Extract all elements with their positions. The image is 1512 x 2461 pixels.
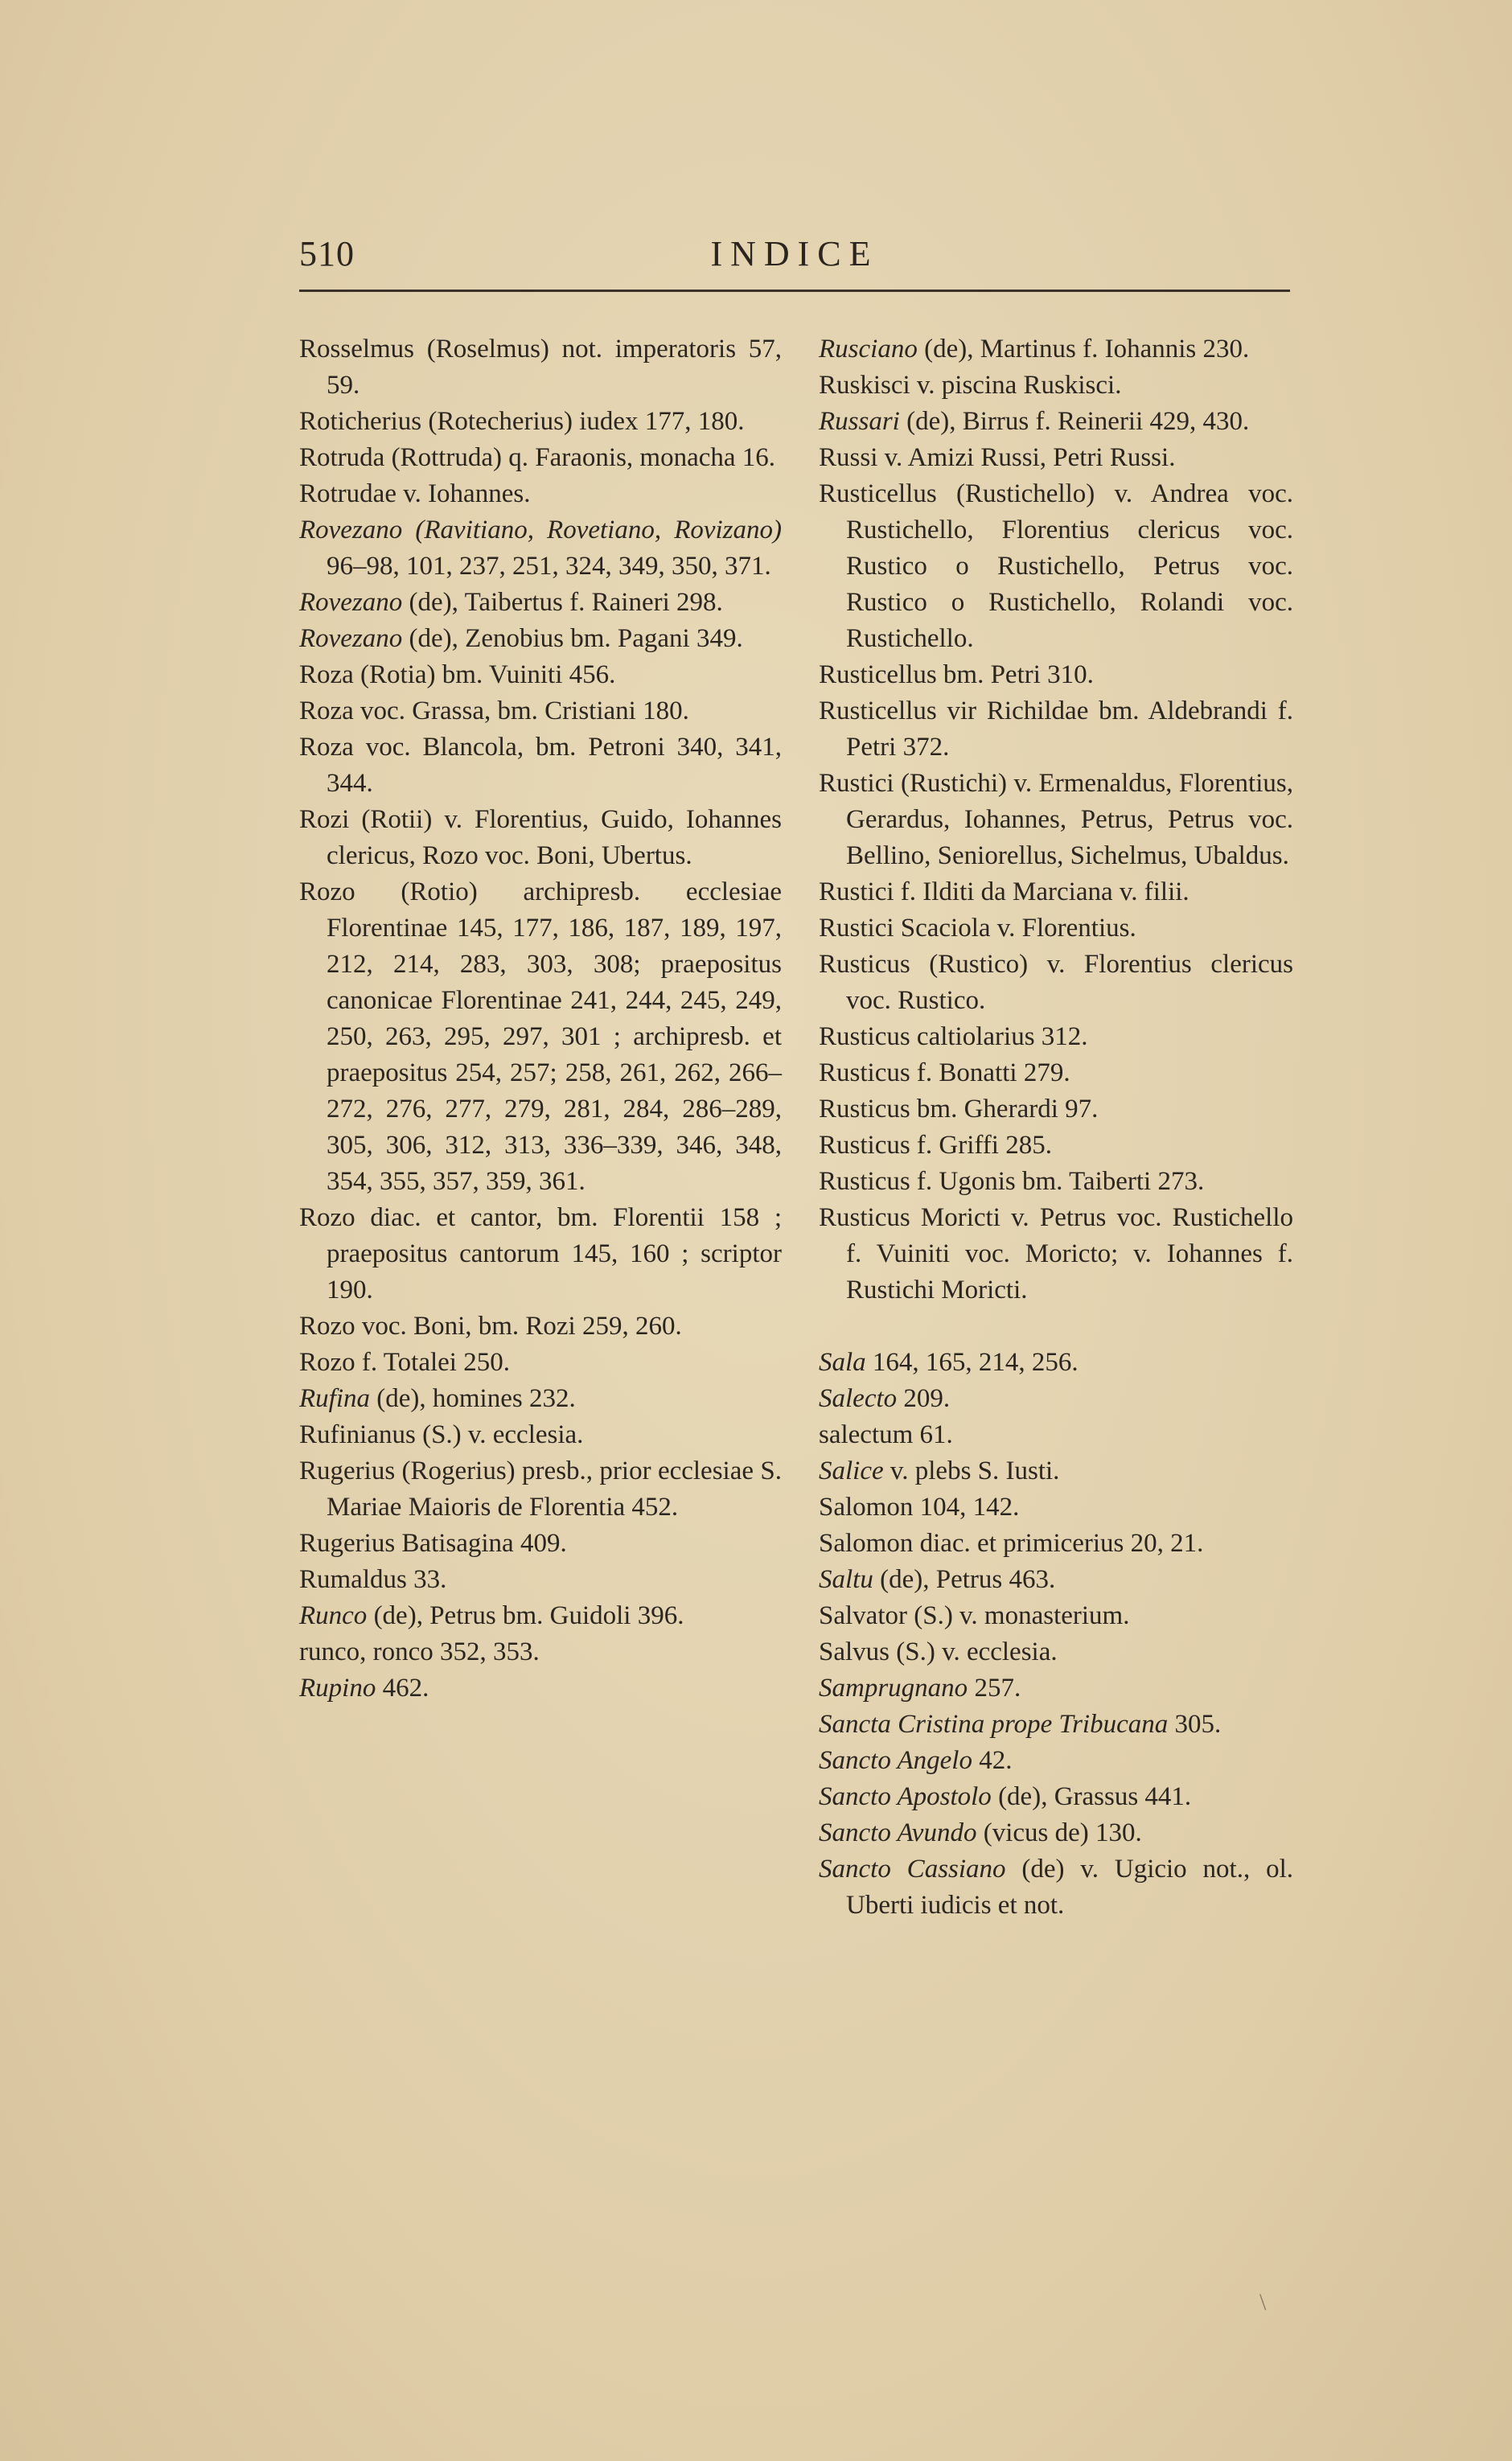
index-entry	[299, 331, 782, 404]
index-entry	[299, 621, 782, 657]
entry-place-name: Saltu	[819, 1565, 873, 1594]
entry-text: 96–98, 101, 237, 251, 324, 349, 350, 371.	[327, 552, 771, 581]
entry-text: Roza voc. Grassa, bm. Cristiani 180.	[299, 696, 689, 725]
index-entry	[819, 1779, 1293, 1815]
index-entry	[299, 476, 782, 512]
entry-text: Roticherius (Rotecherius) iudex 177, 180.	[299, 407, 745, 436]
index-entry	[819, 1381, 1293, 1417]
entry-place-name: Russari	[819, 407, 900, 436]
entry-text: Rumaldus 33.	[299, 1565, 447, 1594]
entry-text: 209.	[897, 1384, 951, 1413]
index-entry	[299, 802, 782, 874]
index-entry	[819, 1128, 1293, 1164]
entry-place-name: Sancto Cassiano	[819, 1855, 1006, 1884]
entry-place-name: Salice	[819, 1456, 884, 1485]
entry-text: (de), homines 232.	[370, 1384, 576, 1413]
entry-place-name: Rovezano	[299, 588, 403, 617]
index-entry	[819, 1345, 1293, 1381]
margin-mark: \	[1259, 2289, 1267, 2315]
index-entry	[299, 1417, 782, 1453]
entry-text: Rusticus bm. Gherardi 97.	[819, 1095, 1099, 1124]
entry-text: Rosselmus (Roselmus) not. imperatoris 57, 59.	[299, 335, 782, 400]
index-entry	[819, 1526, 1293, 1562]
entry-place-name: Runco	[299, 1601, 368, 1630]
page-number: 510	[299, 234, 355, 273]
entry-place-name: Samprugnano	[819, 1674, 968, 1703]
index-entry	[299, 1200, 782, 1309]
index-entry	[819, 1055, 1293, 1091]
index-entry	[819, 766, 1293, 874]
index-entry	[819, 1200, 1293, 1309]
index-entry	[819, 1851, 1293, 1924]
entry-text: (de), Petrus bm. Guidoli 396.	[367, 1601, 684, 1630]
entry-text: (de), Zenobius bm. Pagani 349.	[402, 624, 743, 653]
page-header	[299, 233, 1290, 281]
index-entry	[819, 693, 1293, 766]
entry-text: Rozi (Rotii) v. Florentius, Guido, Iohannes clericus, Rozo voc. Boni, Ubertus.	[299, 805, 782, 870]
index-entry	[819, 1743, 1293, 1779]
entry-text: v. plebs S. Iusti.	[883, 1456, 1060, 1485]
index-entry	[819, 1562, 1293, 1598]
entry-text: Rusticus Moricti v. Petrus voc. Rustichello f. Vuiniti voc. Moricto; v. Iohannes f. Rustichi Moricti.	[819, 1203, 1293, 1304]
header-rule	[299, 290, 1290, 292]
entry-text: 42.	[972, 1746, 1013, 1775]
entry-text: 462.	[376, 1674, 429, 1703]
entry-text: Rustici f. Ilditi da Marciana v. filii.	[819, 877, 1189, 906]
entry-text: Rozo f. Totalei 250.	[299, 1348, 510, 1377]
index-entry	[819, 1019, 1293, 1055]
entry-text: Rusticellus bm. Petri 310.	[819, 660, 1094, 689]
index-entry	[819, 1091, 1293, 1128]
index-entry	[819, 874, 1293, 910]
index-entry	[299, 1670, 782, 1707]
entry-text: 257.	[968, 1674, 1021, 1703]
entry-text: Salvator (S.) v. monasterium.	[819, 1601, 1130, 1630]
index-entry	[819, 1164, 1293, 1200]
index-entry	[299, 1598, 782, 1634]
index-entry	[819, 331, 1293, 368]
index-entry	[819, 1417, 1293, 1453]
entry-text: Rusticus f. Ugonis bm. Taiberti 273.	[819, 1167, 1205, 1196]
entry-text: runco, ronco 352, 353.	[299, 1637, 540, 1666]
entry-place-name: Sancto Angelo	[819, 1746, 972, 1775]
entry-text: Roza voc. Blancola, bm. Petroni 340, 341, 344.	[299, 733, 782, 798]
index-entry	[819, 368, 1293, 404]
index-entry	[819, 910, 1293, 947]
entry-text: Salomon 104, 142.	[819, 1493, 1020, 1522]
index-entry	[819, 440, 1293, 476]
running-title: INDICE	[710, 234, 879, 273]
right-column	[819, 331, 1293, 1924]
index-entry	[299, 1634, 782, 1670]
entry-text: Russi v. Amizi Russi, Petri Russi.	[819, 443, 1176, 472]
entry-text: (de), Birrus f. Reinerii 429, 430.	[899, 407, 1250, 436]
index-entry	[299, 657, 782, 693]
index-entry	[819, 1489, 1293, 1526]
entry-text: (de), Grassus 441.	[991, 1782, 1192, 1811]
index-entry	[299, 1526, 782, 1562]
entry-text: 164, 165, 214, 256.	[865, 1348, 1079, 1377]
index-entry	[819, 1634, 1293, 1670]
entry-place-name: Sancta Cristina prope Tribucana	[819, 1710, 1169, 1739]
entry-text: 305.	[1168, 1710, 1222, 1739]
entry-place-name: Rovezano	[299, 624, 403, 653]
entry-text: Rugerius Batisagina 409.	[299, 1529, 567, 1558]
index-entry	[819, 1815, 1293, 1851]
entry-text: Rustici Scaciola v. Florentius.	[819, 914, 1136, 943]
index-entry	[299, 1309, 782, 1345]
entry-text: Rusticus (Rustico) v. Florentius clericus voc. Rustico.	[819, 950, 1293, 1015]
entry-text: Roza (Rotia) bm. Vuiniti 456.	[299, 660, 616, 689]
entry-place-name: Rovezano (Ravitiano, Rovetiano, Rovizano)	[299, 516, 782, 544]
entry-text: (de) v. Ugicio not., ol. Uberti iudicis et not.	[846, 1855, 1293, 1920]
index-entry	[819, 404, 1293, 440]
index-entry	[299, 1381, 782, 1417]
left-column	[299, 331, 782, 1707]
entry-text: (de), Taibertus f. Raineri 298.	[402, 588, 723, 617]
index-entry	[819, 657, 1293, 693]
index-entry	[299, 512, 782, 585]
index-entry	[819, 476, 1293, 657]
entry-text: (de), Petrus 463.	[873, 1565, 1056, 1594]
entry-text: Rustici (Rustichi) v. Ermenaldus, Florentius, Gerardus, Iohannes, Petrus, Petrus voc. Bellino, Seniorellus, Sichelmus, Ubaldus.	[819, 769, 1293, 870]
entry-place-name: Salecto	[819, 1384, 898, 1413]
entry-place-name: Rupino	[299, 1674, 376, 1703]
index-entry	[299, 729, 782, 802]
index-entry	[299, 585, 782, 621]
right-column-s-entries	[819, 1345, 1293, 1924]
entry-text: Rozo diac. et cantor, bm. Florentii 158 ; praepositus cantorum 145, 160 ; scriptor 190.	[299, 1203, 782, 1304]
entry-place-name: Sancto Apostolo	[819, 1782, 992, 1811]
entry-text: salectum 61.	[819, 1420, 953, 1449]
index-entry	[819, 1453, 1293, 1489]
entry-text: Rozo (Rotio) archipresb. ecclesiae Florentinae 145, 177, 186, 187, 189, 197, 212, 214, 283, 303, 308; praepositus canonicae Florentinae 241, 244, 245, 249, 250, 263, 295, 297, 301 ; archipresb. et praepositus 254, 257; 258, 261, 262, 266–272, 276, 277, 279, 281, 284, 286–289, 305, 306, 312, 313, 336–339, 346, 348, 354, 355, 357, 359, 361.	[299, 877, 782, 1196]
entry-text: Rotruda (Rottruda) q. Faraonis, monacha 16.	[299, 443, 776, 472]
entry-text: Rufinianus (S.) v. ecclesia.	[299, 1420, 584, 1449]
entry-place-name: Sala	[819, 1348, 866, 1377]
index-entry	[819, 1707, 1293, 1743]
index-entry	[819, 1598, 1293, 1634]
entry-text: Rusticellus (Rustichello) v. Andrea voc. Rustichello, Florentius clericus voc. Rustico o Rustichello, Petrus voc. Rustico o Rustichello, Rolandi voc. Rustichello.	[819, 479, 1293, 653]
entry-text: Rusticus f. Bonatti 279.	[819, 1058, 1070, 1087]
index-entry	[299, 693, 782, 729]
entry-text: Salvus (S.) v. ecclesia.	[819, 1637, 1058, 1666]
index-entry	[299, 404, 782, 440]
index-entry	[819, 947, 1293, 1019]
entry-text: Ruskisci v. piscina Ruskisci.	[819, 371, 1122, 400]
index-entry	[299, 1562, 782, 1598]
index-entry	[299, 440, 782, 476]
entry-text: Rugerius (Rogerius) presb., prior ecclesiae S. Mariae Maioris de Florentia 452.	[299, 1456, 782, 1522]
entry-place-name: Rufina	[299, 1384, 370, 1413]
entry-place-name: Sancto Avundo	[819, 1818, 977, 1847]
entry-text: Rotrudae v. Iohannes.	[299, 479, 531, 508]
entry-text: Salomon diac. et primicerius 20, 21.	[819, 1529, 1204, 1558]
entry-place-name: Rusciano	[819, 335, 918, 364]
entry-text: Rozo voc. Boni, bm. Rozi 259, 260.	[299, 1312, 682, 1341]
index-entry	[299, 1345, 782, 1381]
index-entry	[299, 874, 782, 1200]
index-entry	[299, 1453, 782, 1526]
right-column-r-entries	[819, 331, 1293, 1309]
entry-text: Rusticellus vir Richildae bm. Aldebrandi f. Petri 372.	[819, 696, 1293, 762]
entry-text: (vicus de) 130.	[976, 1818, 1142, 1847]
section-gap	[819, 1309, 1293, 1345]
index-entry	[819, 1670, 1293, 1707]
entry-text: (de), Martinus f. Iohannis 230.	[917, 335, 1250, 364]
entry-text: Rusticus f. Griffi 285.	[819, 1131, 1052, 1160]
entry-text: Rusticus caltiolarius 312.	[819, 1022, 1088, 1051]
